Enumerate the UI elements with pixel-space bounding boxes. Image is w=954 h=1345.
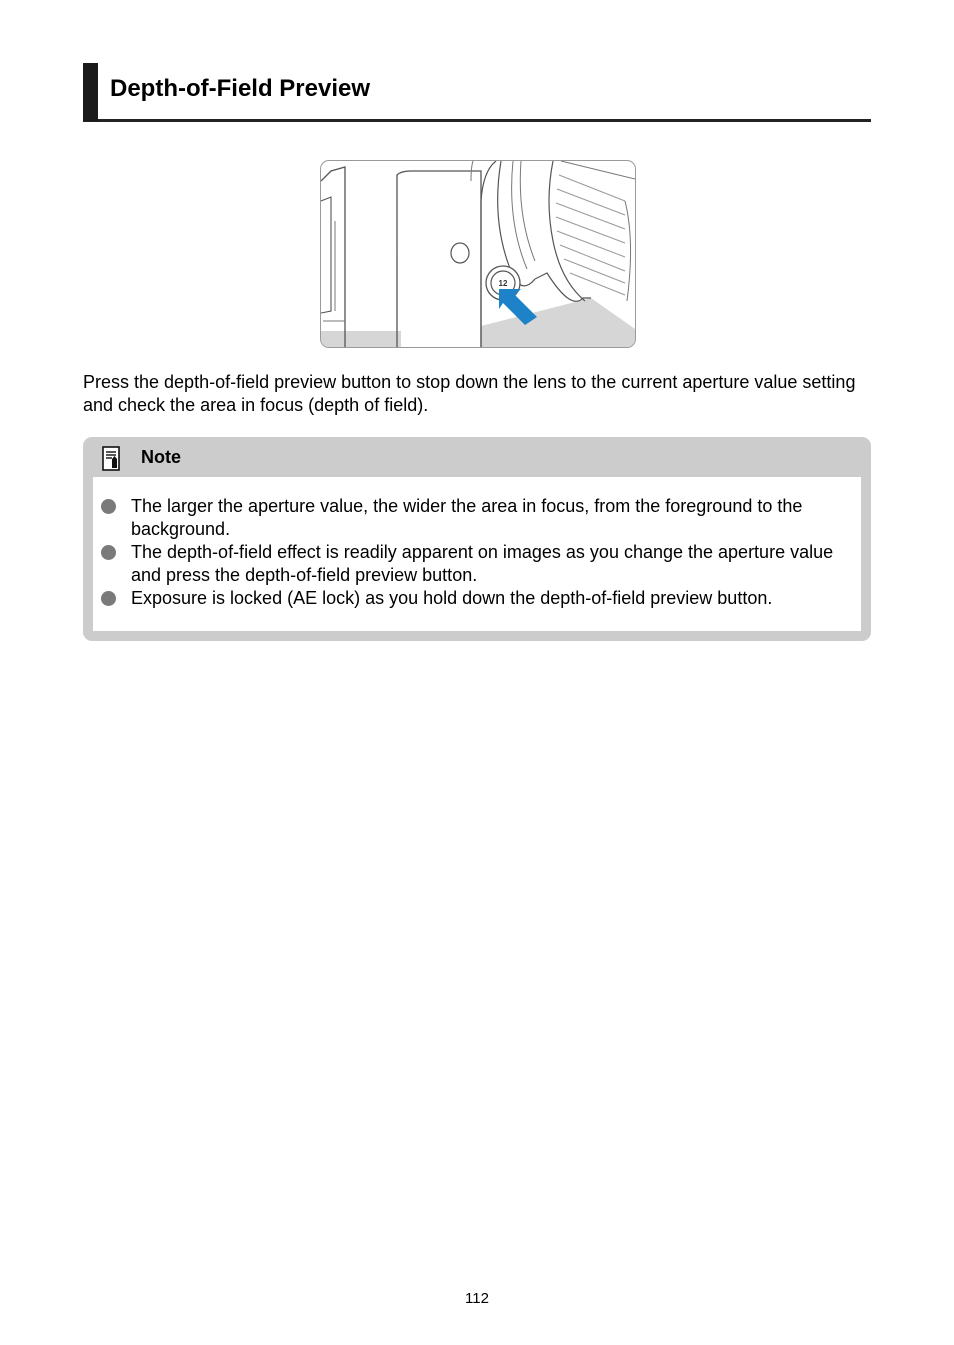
note-item	[93, 495, 861, 541]
note-item-text: Exposure is locked (AE lock) as you hold down the depth-of-field preview button.	[131, 588, 773, 608]
press-arrow-icon	[321, 161, 635, 347]
note-title: Note	[141, 447, 181, 467]
bullet-icon	[101, 499, 116, 514]
bullet-icon	[101, 545, 116, 560]
note-content	[93, 477, 861, 631]
note-item	[93, 541, 861, 587]
heading-accent-bar	[83, 63, 98, 121]
section-heading	[83, 63, 871, 122]
note-list	[93, 495, 861, 610]
note-item-text: The larger the aperture value, the wider the area in focus, from the foreground to the background.	[131, 496, 803, 539]
note-item	[93, 587, 861, 610]
camera-illustration	[320, 160, 636, 348]
button-number-label: 12	[498, 279, 508, 288]
bullet-icon	[101, 591, 116, 606]
note-box	[83, 437, 871, 641]
page-number: 112	[465, 1290, 489, 1307]
note-item-text: The depth-of-field effect is readily apparent on images as you change the aperture value and press the depth-of-field preview button.	[131, 542, 834, 585]
page-title: Depth-of-Field Preview	[110, 75, 371, 102]
body-paragraph: Press the depth-of-field preview button to stop down the lens to the current aperture value setting and check the area in focus (depth of field).	[83, 372, 856, 415]
note-icon	[100, 445, 124, 473]
